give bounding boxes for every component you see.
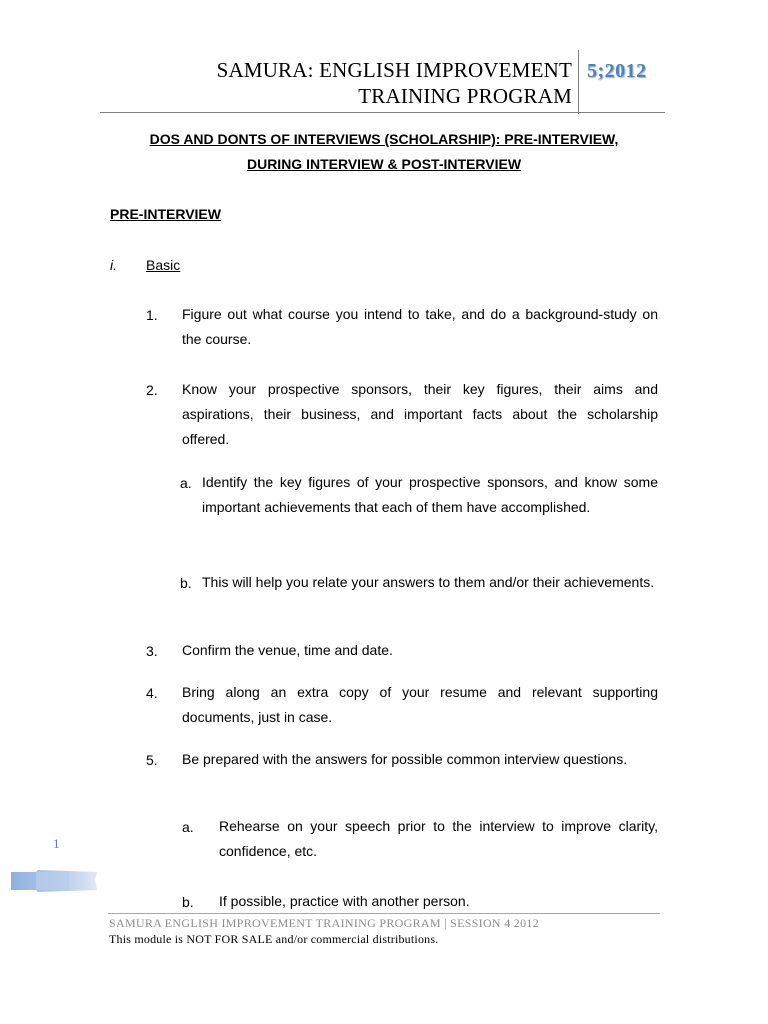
- subsection-label: Basic: [146, 257, 181, 273]
- footer-divider: [108, 913, 660, 914]
- footer-notice: This module is NOT FOR SALE and/or commercial distributions.: [109, 932, 439, 946]
- header-divider-horizontal: [100, 112, 665, 113]
- item-number: 1.: [146, 307, 158, 323]
- subitem-letter: b.: [182, 894, 194, 910]
- section-heading: PRE-INTERVIEW: [110, 206, 221, 222]
- header-title-line2: TRAINING PROGRAM: [358, 84, 572, 108]
- subsection-numeral: i.: [110, 257, 117, 273]
- header-title: [102, 57, 572, 109]
- document-title-line2: DURING INTERVIEW & POST-INTERVIEW: [246, 156, 522, 172]
- item-number: 3.: [146, 643, 158, 659]
- document-title-line1: DOS AND DONTS OF INTERVIEWS (SCHOLARSHIP): PRE-INTERVIEW,: [149, 131, 619, 147]
- list-item: Confirm the venue, time and date.: [182, 642, 393, 658]
- subitem-letter: a.: [182, 819, 194, 835]
- session-label: 5;2012: [587, 60, 647, 82]
- item-number: 2.: [146, 382, 158, 398]
- list-item: Know your prospective sponsors, their key figures, their aims and aspirations, their business, and important facts about the scholarship offered.: [182, 381, 658, 447]
- header-divider-vertical: [578, 50, 579, 114]
- footer-program-line: SAMURA ENGLISH IMPROVEMENT TRAINING PROGRAM | SESSION 4 2012: [109, 916, 540, 930]
- list-item: Rehearse on your speech prior to the interview to improve clarity, confidence, etc.: [219, 818, 658, 859]
- list-item: Bring along an extra copy of your resume and relevant supporting documents, just in case.: [182, 684, 658, 725]
- subitem-letter: b.: [180, 575, 192, 591]
- page-number: 1: [53, 836, 60, 851]
- page-ribbon-decoration: [11, 870, 97, 892]
- header-title-line1: SAMURA: ENGLISH IMPROVEMENT: [216, 58, 572, 82]
- list-item: Identify the key figures of your prospective sponsors, and know some important achievements that each of them have accomplished.: [202, 474, 658, 515]
- list-item: Be prepared with the answers for possible common interview questions.: [182, 751, 628, 767]
- list-item: Figure out what course you intend to take, and do a background-study on the course.: [182, 306, 658, 347]
- item-number: 4.: [146, 685, 158, 701]
- list-item: If possible, practice with another person.: [219, 893, 470, 909]
- subitem-letter: a.: [180, 475, 192, 491]
- list-item: This will help you relate your answers to them and/or their achievements.: [202, 574, 655, 590]
- item-number: 5.: [146, 752, 158, 768]
